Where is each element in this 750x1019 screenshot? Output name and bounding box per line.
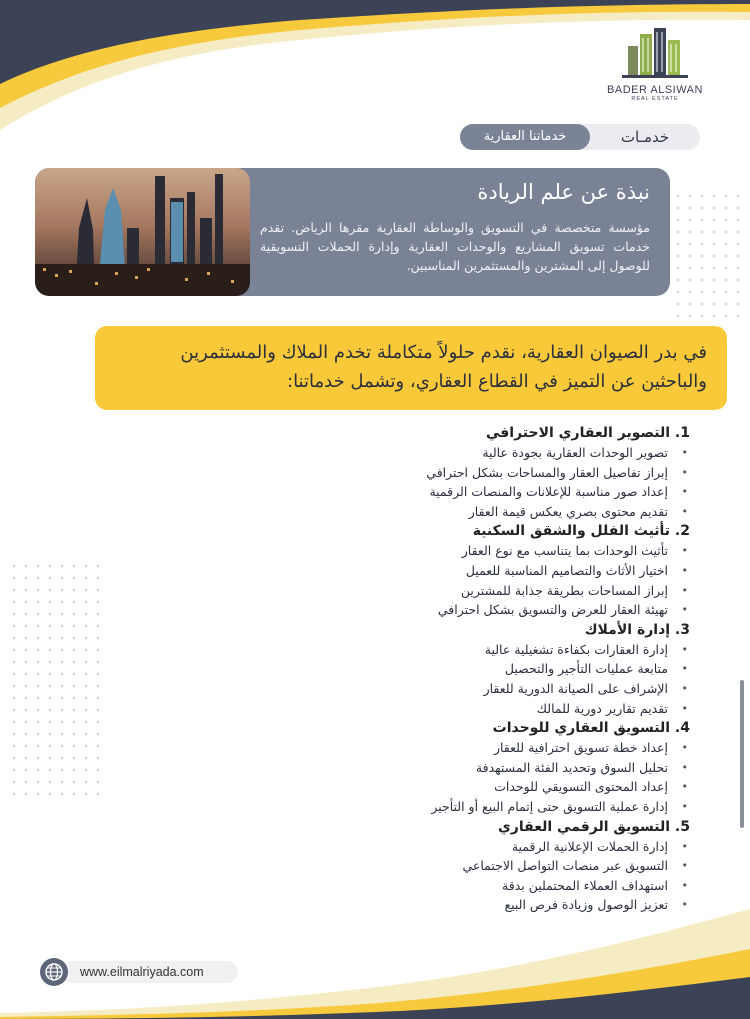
website-link[interactable]: www.eilmalriyada.com bbox=[62, 961, 238, 983]
service-item: • إبراز المساحات بطريقة جذابة للمشترين bbox=[270, 581, 690, 601]
intro-highlight bbox=[95, 326, 727, 410]
service-item: • تهيئة العقار للعرض والتسويق بشكل احترافي bbox=[270, 600, 690, 620]
service-heading: 5. التسويق الرقمي العقاري bbox=[497, 818, 690, 835]
service-item: • إعداد المحتوى التسويقي للوحدات bbox=[270, 777, 690, 797]
services-list bbox=[270, 423, 690, 915]
service-heading: 4. التسويق العقاري للوحدات bbox=[492, 720, 690, 737]
about-description: مؤسسة متخصصة في التسويق والوساطة العقارية مقرها الرياض. تقدم خدمات تسويق المشاريع والوحدات العقارية وإدارة الحملات التسويقية للوصول إلى المشترين والمستثمرين المناسبين. bbox=[260, 220, 650, 273]
service-item: • تأثيث الوحدات بما يتناسب مع نوع العقار bbox=[270, 541, 690, 561]
service-item: • تصوير الوحدات العقارية بجودة عالية bbox=[270, 443, 690, 463]
scrollbar[interactable] bbox=[740, 680, 744, 828]
logo-subtitle: REAL ESTATE bbox=[631, 96, 679, 102]
service-item: • إدارة الحملات الإعلانية الرقمية bbox=[270, 837, 690, 857]
service-item: • متابعة عمليات التأجير والتحصيل bbox=[270, 659, 690, 679]
service-item: • إدارة عملية التسويق حتى إتمام البيع أو التأجير bbox=[270, 797, 690, 817]
service-section bbox=[270, 423, 690, 521]
riyadh-skyline-image bbox=[35, 168, 250, 296]
tab-real-estate-services[interactable]: خدماتنا العقارية bbox=[460, 124, 590, 150]
service-item: • إعداد صور مناسبة للإعلانات والمنصات الرقمية bbox=[270, 482, 690, 502]
service-item: • تحليل السوق وتحديد الفئة المستهدفة bbox=[270, 758, 690, 778]
service-item: • إدارة العقارات بكفاءة تشغيلية عالية bbox=[270, 640, 690, 660]
service-heading: 1. التصوير العقاري الاحترافي bbox=[485, 425, 690, 441]
brand-logo bbox=[600, 28, 710, 108]
service-item: • إبراز تفاصيل العقار والمساحات بشكل احترافي bbox=[270, 463, 690, 483]
service-section bbox=[270, 620, 690, 718]
service-section bbox=[270, 521, 690, 619]
section-tabs bbox=[460, 124, 700, 150]
buildings-logo-icon bbox=[620, 28, 690, 78]
service-item: • تقديم محتوى بصري يعكس قيمة العقار bbox=[270, 502, 690, 522]
dots-decoration-left bbox=[8, 560, 108, 800]
service-section bbox=[270, 817, 690, 915]
service-item: • إعداد خطة تسويق احترافية للعقار bbox=[270, 738, 690, 758]
about-card bbox=[35, 168, 670, 296]
service-heading: 3. إدارة الأملاك bbox=[584, 621, 690, 638]
dots-decoration-right bbox=[672, 190, 746, 320]
service-item: • التسويق عبر منصات التواصل الاجتماعي bbox=[270, 856, 690, 876]
globe-icon bbox=[40, 958, 68, 986]
service-section bbox=[270, 718, 690, 816]
logo-name: BADER ALSIWAN bbox=[607, 84, 703, 96]
footer-website bbox=[40, 958, 240, 988]
service-item: • اختيار الأثاث والتصاميم المناسبة للعميل bbox=[270, 561, 690, 581]
intro-text: في بدر الصيوان العقارية، نقدم حلولاً متكاملة تخدم الملاك والمستثمرين والباحثين عن التميز في القطاع العقاري، وتشمل خدماتنا: bbox=[180, 342, 707, 392]
service-item: • استهداف العملاء المحتملين بدقة bbox=[270, 876, 690, 896]
service-item: • تعزيز الوصول وزيادة فرص البيع bbox=[270, 895, 690, 915]
service-item: • الإشراف على الصيانة الدورية للعقار bbox=[270, 679, 690, 699]
service-heading: 2. تأثيث الفلل والشقق السكنية bbox=[472, 523, 690, 540]
service-item: • تقديم تقارير دورية للمالك bbox=[270, 699, 690, 719]
about-title: نبذة عن علم الريادة bbox=[477, 180, 650, 204]
tab-services[interactable]: خدمـات bbox=[620, 128, 670, 146]
